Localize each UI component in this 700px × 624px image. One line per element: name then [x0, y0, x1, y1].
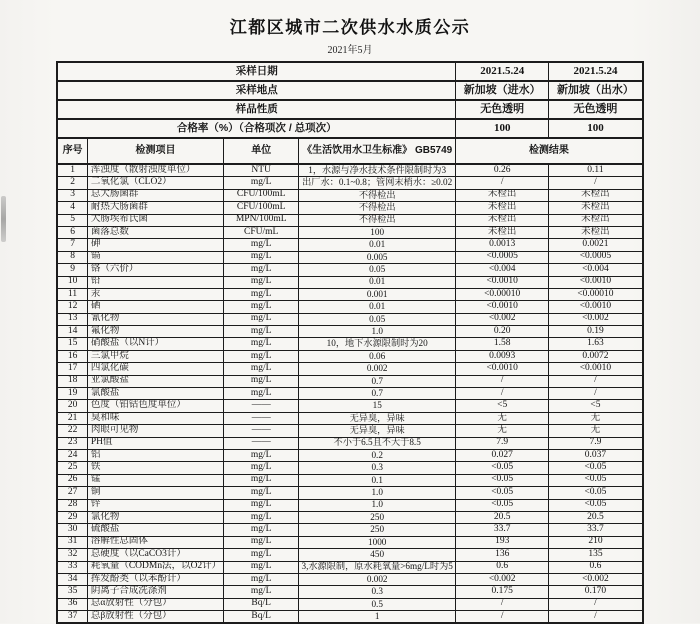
- row-number: 34: [57, 573, 87, 585]
- unit: mg/L: [224, 177, 299, 189]
- parameter-name: 镉: [87, 251, 223, 263]
- result-outlet: 20.5: [549, 511, 643, 523]
- unit: CFU/100mL: [224, 189, 299, 201]
- result-inlet: 0.26: [456, 164, 549, 177]
- result-outlet: 0.19: [549, 326, 643, 338]
- info-row: [57, 62, 642, 81]
- info-label: 采样地点: [57, 81, 455, 100]
- unit: ——: [224, 425, 299, 437]
- result-outlet: /: [549, 611, 643, 624]
- parameter-name: 汞: [87, 288, 223, 300]
- unit: mg/L: [224, 573, 299, 585]
- info-label: 采样日期: [57, 62, 455, 81]
- result-inlet: 136: [456, 549, 549, 561]
- table-row: [57, 226, 642, 238]
- row-number: 15: [57, 338, 87, 350]
- parameter-name: 肉眼可见物: [87, 425, 223, 437]
- standard-limit: 0.3: [299, 586, 456, 598]
- unit: CFU/mL: [224, 226, 299, 238]
- table-row: [57, 536, 642, 548]
- table-row: [57, 449, 642, 461]
- result-outlet: <0.05: [549, 487, 643, 499]
- parameter-name: 铬（六价）: [87, 264, 223, 276]
- standard-limit: 1.0: [299, 487, 456, 499]
- result-inlet: <0.0005: [456, 251, 549, 263]
- parameter-name: 锌: [87, 499, 223, 511]
- standard-limit: 0.7: [299, 375, 456, 387]
- column-header-standard: 《生活饮用水卫生标准》 GB5749: [299, 138, 456, 164]
- result-inlet: 无: [456, 412, 549, 424]
- result-outlet: 0.6: [549, 561, 643, 573]
- table-row: [57, 264, 642, 276]
- results-section: [57, 164, 642, 623]
- table-row: [57, 487, 642, 499]
- info-value-inlet: 2021.5.24: [456, 62, 549, 81]
- parameter-name: 挥发酚类（以苯酚计）: [87, 573, 223, 585]
- parameter-name: 氰化物: [87, 313, 223, 325]
- row-number: 26: [57, 474, 87, 486]
- standard-limit: 0.001: [299, 288, 456, 300]
- standard-limit: 0.01: [299, 276, 456, 288]
- standard-limit: 1.0: [299, 499, 456, 511]
- unit: mg/L: [224, 487, 299, 499]
- result-outlet: <0.05: [549, 462, 643, 474]
- result-inlet: 未检出: [456, 202, 549, 214]
- parameter-name: 铜: [87, 487, 223, 499]
- unit: mg/L: [224, 449, 299, 461]
- result-inlet: <0.002: [456, 313, 549, 325]
- result-inlet: <0.05: [456, 474, 549, 486]
- info-value-inlet: 无色透明: [456, 100, 549, 119]
- table-row: [57, 511, 642, 523]
- unit: MPN/100mL: [224, 214, 299, 226]
- standard-limit: 450: [299, 549, 456, 561]
- row-number: 6: [57, 226, 87, 238]
- standard-limit: 不小于6.5且不大于8.5: [299, 437, 456, 449]
- result-inlet: 无: [456, 425, 549, 437]
- result-outlet: 未检出: [549, 189, 643, 201]
- row-number: 18: [57, 375, 87, 387]
- table-row: [57, 288, 642, 300]
- unit: ——: [224, 412, 299, 424]
- parameter-name: 铝: [87, 449, 223, 461]
- row-number: 23: [57, 437, 87, 449]
- row-number: 8: [57, 251, 87, 263]
- table-row: [57, 412, 642, 424]
- row-number: 35: [57, 586, 87, 598]
- unit: mg/L: [224, 474, 299, 486]
- parameter-name: 总α放射性（分包）: [87, 598, 223, 610]
- row-number: 24: [57, 449, 87, 461]
- result-outlet: <0.0005: [549, 251, 643, 263]
- standard-limit: 1，水源与净水技术条件限制时为3: [299, 164, 456, 177]
- result-inlet: /: [456, 598, 549, 610]
- row-number: 30: [57, 524, 87, 536]
- unit: mg/L: [224, 524, 299, 536]
- parameter-name: 硫酸盐: [87, 524, 223, 536]
- result-inlet: <0.05: [456, 487, 549, 499]
- parameter-name: 大肠埃希氏菌: [87, 214, 223, 226]
- result-outlet: /: [549, 375, 643, 387]
- result-inlet: 0.0013: [456, 239, 549, 251]
- parameter-name: 硝酸盐（以N计）: [87, 338, 223, 350]
- parameter-name: 耐热大肠菌群: [87, 202, 223, 214]
- parameter-name: 铅: [87, 276, 223, 288]
- standard-limit: 无异臭，异味: [299, 412, 456, 424]
- row-number: 2: [57, 177, 87, 189]
- unit: Bq/L: [224, 598, 299, 610]
- unit: mg/L: [224, 375, 299, 387]
- standard-limit: 不得检出: [299, 202, 456, 214]
- row-number: 5: [57, 214, 87, 226]
- parameter-name: 铁: [87, 462, 223, 474]
- result-inlet: 未检出: [456, 214, 549, 226]
- result-outlet: <0.05: [549, 499, 643, 511]
- parameter-name: 总硬度（以CaCO3计）: [87, 549, 223, 561]
- result-inlet: 未检出: [456, 226, 549, 238]
- info-row: [57, 119, 642, 138]
- info-value-inlet: 100: [456, 119, 549, 138]
- result-inlet: /: [456, 177, 549, 189]
- parameter-name: 总大肠菌群: [87, 189, 223, 201]
- unit: CFU/100mL: [224, 202, 299, 214]
- table-row: [57, 561, 642, 573]
- result-outlet: 未检出: [549, 202, 643, 214]
- result-outlet: <0.0010: [549, 301, 643, 313]
- info-value-inlet: 新加坡（进水）: [456, 81, 549, 100]
- info-value-outlet: 无色透明: [549, 100, 643, 119]
- unit: mg/L: [224, 499, 299, 511]
- parameter-name: 硒: [87, 301, 223, 313]
- table-header-row: [57, 138, 642, 164]
- result-outlet: 210: [549, 536, 643, 548]
- standard-limit: 0.7: [299, 388, 456, 400]
- unit: mg/L: [224, 276, 299, 288]
- result-outlet: 0.11: [549, 164, 643, 177]
- table-row: [57, 462, 642, 474]
- report-month: 2021年5月: [327, 45, 373, 56]
- unit: mg/L: [224, 338, 299, 350]
- standard-limit: 250: [299, 524, 456, 536]
- result-inlet: 0.0093: [456, 350, 549, 362]
- parameter-name: 耗氧量（CODMn法，以O2计）: [87, 561, 223, 573]
- unit: mg/L: [224, 239, 299, 251]
- table-row: [57, 388, 642, 400]
- result-inlet: <0.00010: [456, 288, 549, 300]
- unit: mg/L: [224, 288, 299, 300]
- table-row: [57, 313, 642, 325]
- parameter-name: 氟化物: [87, 326, 223, 338]
- row-number: 3: [57, 189, 87, 201]
- unit: mg/L: [224, 462, 299, 474]
- row-number: 36: [57, 598, 87, 610]
- unit: mg/L: [224, 313, 299, 325]
- result-outlet: 135: [549, 549, 643, 561]
- standard-limit: 0.002: [299, 573, 456, 585]
- result-inlet: <0.002: [456, 573, 549, 585]
- row-number: 21: [57, 412, 87, 424]
- result-inlet: /: [456, 611, 549, 624]
- table-row: [57, 425, 642, 437]
- result-inlet: 0.20: [456, 326, 549, 338]
- standard-limit: 不得检出: [299, 214, 456, 226]
- standard-limit: 10，地下水源限制时为20: [299, 338, 456, 350]
- table-header-section: [57, 138, 642, 164]
- parameter-name: 菌落总数: [87, 226, 223, 238]
- table-row: [57, 350, 642, 362]
- row-number: 29: [57, 511, 87, 523]
- row-number: 7: [57, 239, 87, 251]
- table-row: [57, 326, 642, 338]
- result-outlet: 0.170: [549, 586, 643, 598]
- table-row: [57, 375, 642, 387]
- row-number: 11: [57, 288, 87, 300]
- result-outlet: /: [549, 388, 643, 400]
- table-row: [57, 474, 642, 486]
- table-row: [57, 189, 642, 201]
- unit: mg/L: [224, 264, 299, 276]
- result-inlet: 33.7: [456, 524, 549, 536]
- standard-limit: 1.0: [299, 326, 456, 338]
- result-inlet: 0.027: [456, 449, 549, 461]
- table-row: [57, 598, 642, 610]
- result-outlet: <0.004: [549, 264, 643, 276]
- table-row: [57, 301, 642, 313]
- result-outlet: <0.002: [549, 573, 643, 585]
- standard-limit: 100: [299, 226, 456, 238]
- result-inlet: 1.58: [456, 338, 549, 350]
- result-inlet: /: [456, 375, 549, 387]
- row-number: 19: [57, 388, 87, 400]
- table-row: [57, 499, 642, 511]
- row-number: 22: [57, 425, 87, 437]
- parameter-name: 氯酸盐: [87, 388, 223, 400]
- info-value-outlet: 2021.5.24: [549, 62, 643, 81]
- unit: mg/L: [224, 301, 299, 313]
- table-row: [57, 338, 642, 350]
- row-number: 37: [57, 611, 87, 624]
- info-value-outlet: 100: [549, 119, 643, 138]
- table-row: [57, 400, 642, 412]
- standard-limit: 250: [299, 511, 456, 523]
- table-row: [57, 202, 642, 214]
- unit: mg/L: [224, 549, 299, 561]
- result-outlet: <0.00010: [549, 288, 643, 300]
- result-outlet: 0.0021: [549, 239, 643, 251]
- table-row: [57, 549, 642, 561]
- result-outlet: <0.002: [549, 313, 643, 325]
- water-quality-table: [56, 61, 643, 624]
- row-number: 1: [57, 164, 87, 177]
- row-number: 32: [57, 549, 87, 561]
- standard-limit: 出厂水：0.1~0.8；管网末梢水：≥0.02: [299, 177, 456, 189]
- parameter-name: 浑浊度（散射浊度单位）: [87, 164, 223, 177]
- table-row: [57, 177, 642, 189]
- row-number: 16: [57, 350, 87, 362]
- table-row: [57, 239, 642, 251]
- page-title: 江都区城市二次供水水质公示: [229, 18, 471, 37]
- sample-info-section: [57, 62, 642, 138]
- unit: mg/L: [224, 363, 299, 375]
- unit: mg/L: [224, 511, 299, 523]
- standard-limit: 0.005: [299, 251, 456, 263]
- unit: mg/L: [224, 561, 299, 573]
- unit: ——: [224, 437, 299, 449]
- column-header-unit: 单位: [224, 138, 299, 164]
- result-inlet: <5: [456, 400, 549, 412]
- table-row: [57, 586, 642, 598]
- result-inlet: <0.05: [456, 462, 549, 474]
- row-number: 28: [57, 499, 87, 511]
- result-inlet: <0.004: [456, 264, 549, 276]
- column-header-no: 序号: [57, 138, 87, 164]
- row-number: 33: [57, 561, 87, 573]
- column-header-result: 检测结果: [456, 138, 643, 164]
- standard-limit: 0.01: [299, 301, 456, 313]
- result-outlet: 无: [549, 412, 643, 424]
- result-outlet: 无: [549, 425, 643, 437]
- result-outlet: <0.0010: [549, 276, 643, 288]
- parameter-name: 三氯甲烷: [87, 350, 223, 362]
- result-outlet: 未检出: [549, 226, 643, 238]
- info-row: [57, 100, 642, 119]
- unit: mg/L: [224, 251, 299, 263]
- table-row: [57, 573, 642, 585]
- parameter-name: 色度（铂钴色度单位）: [87, 400, 223, 412]
- result-inlet: 未检出: [456, 189, 549, 201]
- unit: mg/L: [224, 350, 299, 362]
- row-number: 13: [57, 313, 87, 325]
- scan-smudge-artifact: [1, 196, 6, 242]
- standard-limit: 无异臭，异味: [299, 425, 456, 437]
- result-inlet: 0.175: [456, 586, 549, 598]
- standard-limit: 0.05: [299, 313, 456, 325]
- row-number: 14: [57, 326, 87, 338]
- unit: Bq/L: [224, 611, 299, 624]
- result-outlet: /: [549, 177, 643, 189]
- parameter-name: 二氧化氯（CLO2）: [87, 177, 223, 189]
- result-outlet: <0.0010: [549, 363, 643, 375]
- result-inlet: <0.0010: [456, 363, 549, 375]
- row-number: 12: [57, 301, 87, 313]
- standard-limit: 0.05: [299, 264, 456, 276]
- table-row: [57, 276, 642, 288]
- result-outlet: 33.7: [549, 524, 643, 536]
- table-row: [57, 251, 642, 263]
- row-number: 9: [57, 264, 87, 276]
- row-number: 20: [57, 400, 87, 412]
- result-inlet: /: [456, 388, 549, 400]
- table-row: [57, 363, 642, 375]
- result-outlet: 未检出: [549, 214, 643, 226]
- row-number: 4: [57, 202, 87, 214]
- parameter-name: 砷: [87, 239, 223, 251]
- parameter-name: 氯化物: [87, 511, 223, 523]
- unit: NTU: [224, 164, 299, 177]
- row-number: 17: [57, 363, 87, 375]
- table-row: [57, 164, 642, 177]
- result-outlet: 0.0072: [549, 350, 643, 362]
- parameter-name: 臭和味: [87, 412, 223, 424]
- parameter-name: 溶解性总固体: [87, 536, 223, 548]
- result-inlet: 193: [456, 536, 549, 548]
- parameter-name: 阴离子合成洗涤剂: [87, 586, 223, 598]
- standard-limit: 0.002: [299, 363, 456, 375]
- result-inlet: <0.0010: [456, 301, 549, 313]
- row-number: 31: [57, 536, 87, 548]
- result-outlet: <5: [549, 400, 643, 412]
- standard-limit: 15: [299, 400, 456, 412]
- parameter-name: 总β放射性（分包）: [87, 611, 223, 624]
- result-inlet: 0.6: [456, 561, 549, 573]
- standard-limit: 0.5: [299, 598, 456, 610]
- table-row: [57, 611, 642, 624]
- result-outlet: 0.037: [549, 449, 643, 461]
- info-row: [57, 81, 642, 100]
- result-inlet: <0.05: [456, 499, 549, 511]
- result-outlet: <0.05: [549, 474, 643, 486]
- result-outlet: 1.63: [549, 338, 643, 350]
- standard-limit: 1: [299, 611, 456, 624]
- standard-limit: 0.3: [299, 462, 456, 474]
- unit: ——: [224, 400, 299, 412]
- parameter-name: 亚氯酸盐: [87, 375, 223, 387]
- unit: mg/L: [224, 388, 299, 400]
- info-label: 合格率（%）（合格项次 / 总项次）: [57, 119, 455, 138]
- parameter-name: PH值: [87, 437, 223, 449]
- row-number: 25: [57, 462, 87, 474]
- result-inlet: 7.9: [456, 437, 549, 449]
- standard-limit: 0.06: [299, 350, 456, 362]
- standard-limit: 0.01: [299, 239, 456, 251]
- table-row: [57, 214, 642, 226]
- row-number: 10: [57, 276, 87, 288]
- result-outlet: 7.9: [549, 437, 643, 449]
- parameter-name: 四氯化碳: [87, 363, 223, 375]
- result-outlet: /: [549, 598, 643, 610]
- standard-limit: 3,水源限制，原水耗氧量>6mg/L时为5: [299, 561, 456, 573]
- unit: mg/L: [224, 586, 299, 598]
- parameter-name: 锰: [87, 474, 223, 486]
- info-value-outlet: 新加坡（出水）: [549, 81, 643, 100]
- standard-limit: 1000: [299, 536, 456, 548]
- standard-limit: 0.2: [299, 449, 456, 461]
- unit: mg/L: [224, 536, 299, 548]
- column-header-item: 检测项目: [87, 138, 223, 164]
- standard-limit: 不得检出: [299, 189, 456, 201]
- result-inlet: 20.5: [456, 511, 549, 523]
- table-row: [57, 524, 642, 536]
- table-row: [57, 437, 642, 449]
- standard-limit: 0.1: [299, 474, 456, 486]
- unit: mg/L: [224, 326, 299, 338]
- row-number: 27: [57, 487, 87, 499]
- info-label: 样品性质: [57, 100, 455, 119]
- result-inlet: <0.0010: [456, 276, 549, 288]
